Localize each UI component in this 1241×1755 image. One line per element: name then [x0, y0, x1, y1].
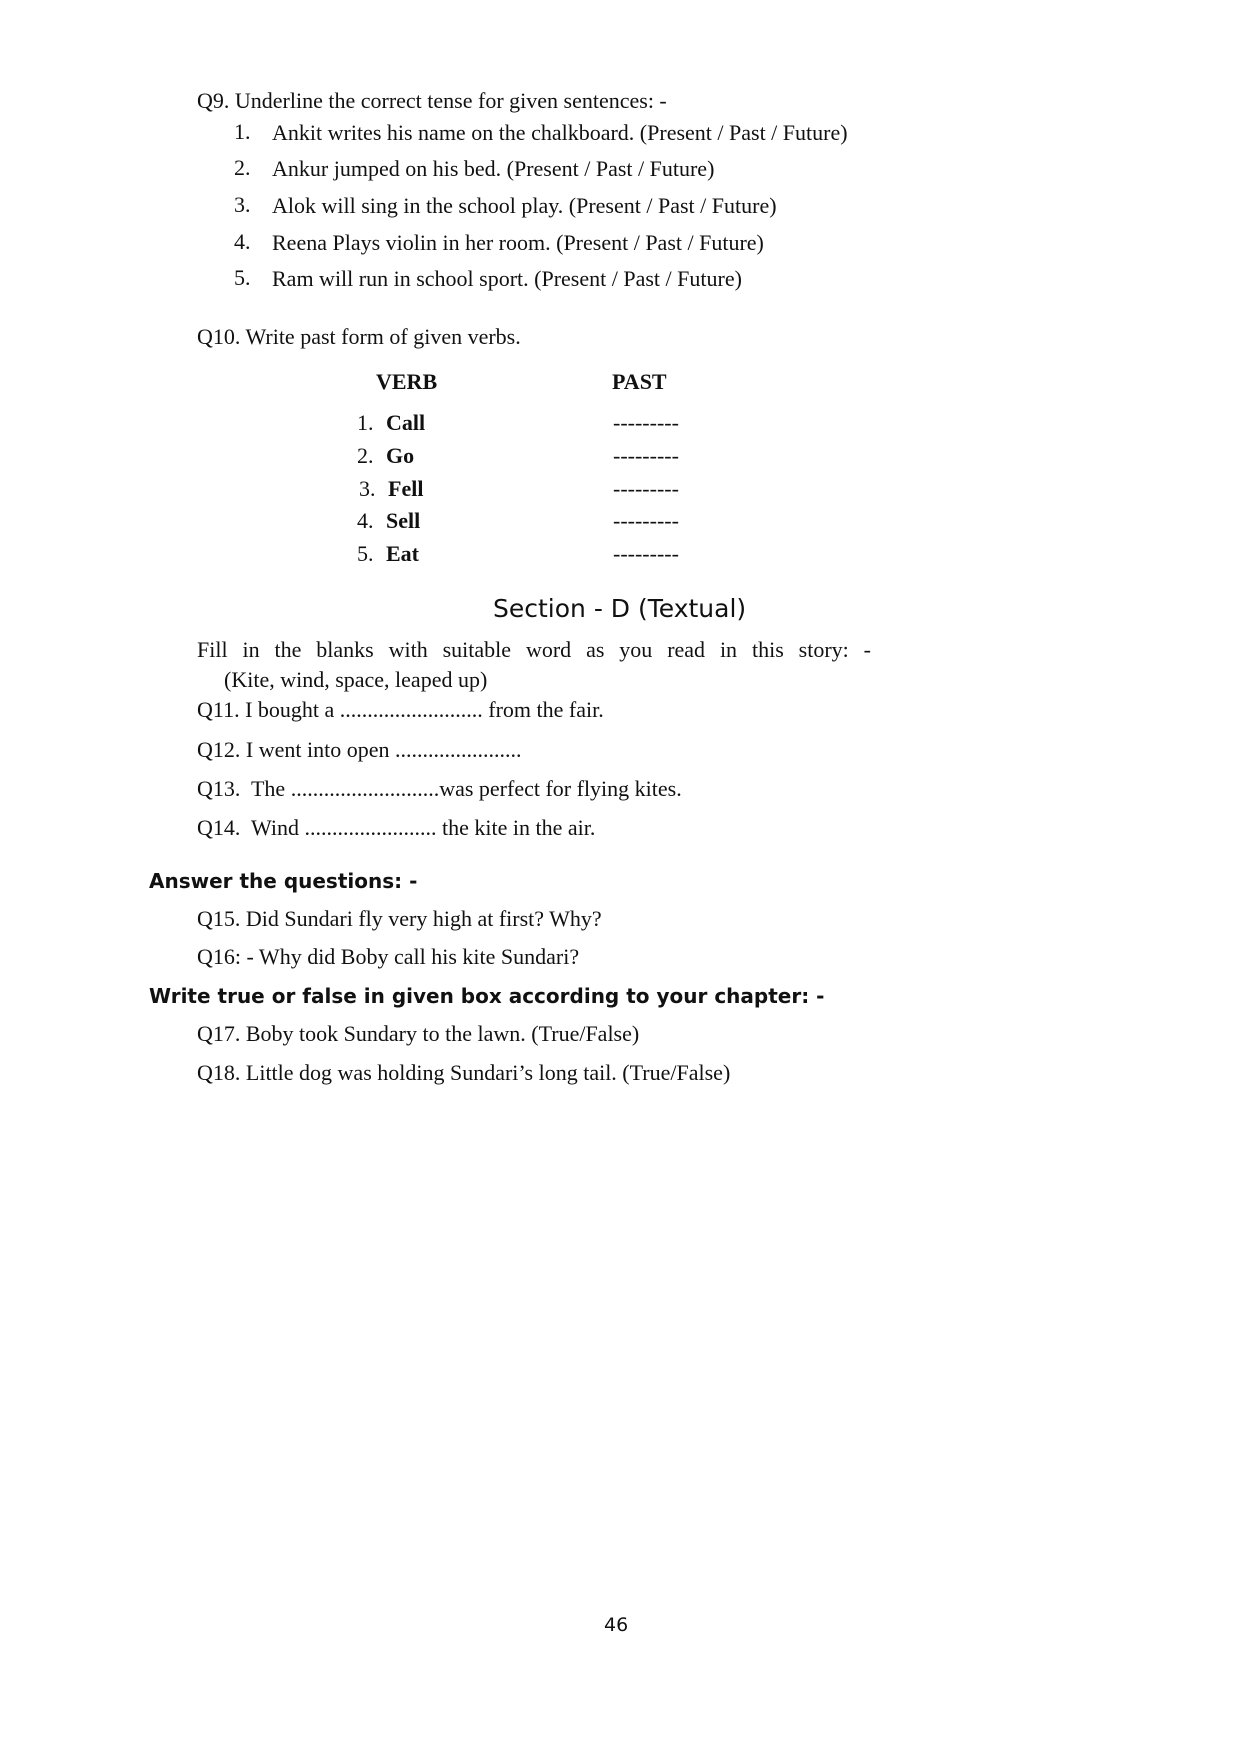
row-number: 4.: [357, 508, 374, 533]
q11-question: Q11. I bought a .......................... from the fair.: [197, 697, 604, 722]
past-blank: ---------: [613, 410, 679, 435]
page-number: 46: [604, 1614, 629, 1636]
list-item-text: Alok will sing in the school play. (Present / Past / Future): [272, 193, 777, 218]
q13-question: Q13. The ...........................was perfect for flying kites.: [197, 776, 682, 801]
q18-question: Q18. Little dog was holding Sundari’s long tail. (True/False): [197, 1060, 731, 1085]
q16-question: Q16: - Why did Boby call his kite Sundari?: [197, 944, 580, 969]
verb-cell: Sell: [386, 508, 421, 533]
list-item-text: Ram will run in school sport. (Present / Past / Future): [272, 266, 742, 291]
list-item-number: 2.: [234, 155, 251, 180]
past-blank: ---------: [613, 476, 679, 501]
list-item-number: 1.: [234, 119, 251, 144]
q9-question: Q9. Underline the correct tense for given sentences: -: [197, 88, 667, 113]
list-item-text: Reena Plays violin in her room. (Present / Past / Future): [272, 230, 764, 255]
verb-cell: Fell: [388, 476, 424, 501]
true-false-heading: Write true or false in given box according to your chapter: -: [149, 984, 825, 1008]
row-number: 2.: [357, 443, 374, 468]
list-item-number: 3.: [234, 192, 251, 217]
q14-question: Q14. Wind ........................ the kite in the air.: [197, 815, 596, 840]
row-number: 3.: [359, 476, 376, 501]
q10-question: Q10. Write past form of given verbs.: [197, 324, 521, 349]
fill-blanks-instruction: Fill in the blanks with suitable word as you read in this story: -: [197, 637, 871, 662]
verb-column-header: VERB: [376, 369, 438, 394]
past-blank: ---------: [613, 443, 679, 468]
list-item-number: 5.: [234, 265, 251, 290]
verb-cell: Call: [386, 410, 426, 435]
q17-question: Q17. Boby took Sundary to the lawn. (True/False): [197, 1021, 640, 1046]
list-item-text: Ankit writes his name on the chalkboard. (Present / Past / Future): [272, 120, 848, 145]
word-bank: (Kite, wind, space, leaped up): [224, 667, 488, 692]
list-item-number: 4.: [234, 229, 251, 254]
q15-question: Q15. Did Sundari fly very high at first? Why?: [197, 906, 602, 931]
past-blank: ---------: [613, 508, 679, 533]
section-title: Section - D (Textual): [493, 594, 747, 623]
q12-question: Q12. I went into open .......................: [197, 737, 522, 762]
past-column-header: PAST: [612, 369, 667, 394]
row-number: 5.: [357, 541, 374, 566]
answer-heading: Answer the questions: -: [149, 869, 418, 893]
past-blank: ---------: [613, 541, 679, 566]
verb-cell: Eat: [386, 541, 419, 566]
row-number: 1.: [357, 410, 374, 435]
verb-cell: Go: [386, 443, 415, 468]
list-item-text: Ankur jumped on his bed. (Present / Past / Future): [272, 156, 715, 181]
